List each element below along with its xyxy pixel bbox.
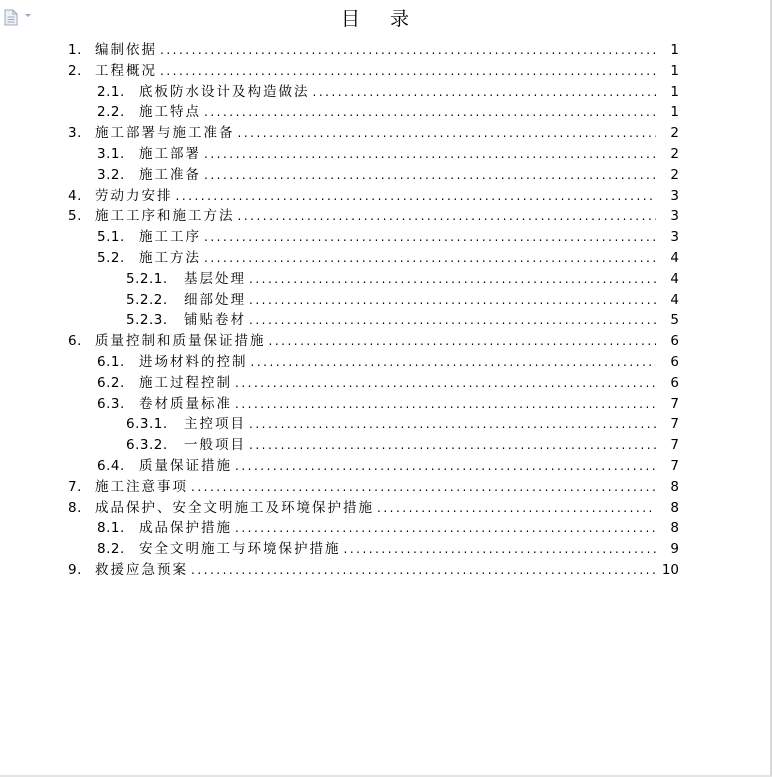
toc-entry-title: 基层处理: [184, 270, 246, 287]
toc-entry-page-number: 3: [670, 229, 679, 246]
toc-entry-title: 质量保证措施: [139, 457, 232, 474]
toc-dot-leader: [251, 352, 657, 373]
toc-entry-title: 卷材质量标准: [139, 395, 232, 412]
toc-entry-page-number: 7: [670, 416, 679, 433]
toc-dot-leader: [249, 290, 656, 311]
toc-entry[interactable]: [0, 61, 772, 82]
toc-entry-page-number: 7: [670, 437, 679, 454]
toc-entry-title: 施工特点: [139, 104, 201, 121]
toc-entry-page-number: 3: [670, 208, 679, 225]
toc-entry-title: 施工方法: [139, 249, 201, 266]
toc-entry-number: 2.: [68, 62, 82, 79]
toc-entry-page-number: 1: [670, 83, 679, 100]
toc-entry-page-number: 4: [670, 291, 679, 308]
toc-entry-number: 3.1.: [97, 145, 125, 162]
toc-entry-page-number: 9: [670, 541, 679, 558]
toc-entry-page-number: 6: [670, 333, 679, 350]
toc-dot-leader: [249, 414, 656, 435]
toc-entry-title: 质量控制和质量保证措施: [95, 333, 266, 350]
toc-entry-title: 施工过程控制: [139, 374, 232, 391]
toc-entry-title: 编制依据: [95, 42, 157, 58]
toc-dot-leader: [176, 186, 657, 207]
toc-entry[interactable]: [0, 82, 772, 103]
toc-entry-title: 一般项目: [184, 437, 246, 454]
toc-entry[interactable]: [0, 227, 772, 248]
toc-entry[interactable]: [0, 394, 772, 415]
toc-dot-leader: [191, 477, 656, 498]
toc-entry[interactable]: [0, 435, 772, 456]
toc-entry-page-number: 8: [670, 478, 679, 495]
toc-entry[interactable]: [0, 352, 772, 373]
toc-entry-number: 2.2.: [97, 104, 125, 121]
toc-entry-page-number: 7: [670, 457, 679, 474]
toc-entry-page-number: 3: [670, 187, 679, 204]
toc-entry-number: 5.2.2.: [126, 291, 168, 308]
toc-entry[interactable]: [0, 165, 772, 186]
toc-entry[interactable]: [0, 123, 772, 144]
toc-entry[interactable]: [0, 456, 772, 477]
toc-entry[interactable]: [0, 498, 772, 519]
toc-entry-page-number: 7: [670, 395, 679, 412]
toc-dot-leader: [249, 310, 656, 331]
toc-entry-title: 工程概况: [95, 62, 157, 79]
toc-entry-page-number: 6: [670, 374, 679, 391]
toc-entry-page-number: 1: [670, 62, 679, 79]
toc-entry-number: 6.3.1.: [126, 416, 168, 433]
toc-dot-leader: [269, 331, 657, 352]
toc-entry-page-number: 1: [670, 42, 679, 58]
toc-entry-number: 5.2.1.: [126, 270, 168, 287]
toc-entry-title: 劳动力安排: [95, 187, 173, 204]
toc-entry-number: 5.1.: [97, 229, 125, 246]
toc-dot-leader: [204, 165, 656, 186]
toc-entry[interactable]: [0, 331, 772, 352]
toc-entry[interactable]: [0, 290, 772, 311]
toc-entry-title: 施工注意事项: [95, 478, 188, 495]
toc-entry[interactable]: [0, 518, 772, 539]
toc-entry-number: 2.1.: [97, 83, 125, 100]
toc-dot-leader: [160, 40, 656, 61]
toc-entry-title: 施工准备: [139, 166, 201, 183]
toc-entry-title: 施工工序: [139, 229, 201, 246]
toc-entry[interactable]: [0, 269, 772, 290]
toc-entry-title: 细部处理: [184, 291, 246, 308]
toc-entry-number: 6.2.: [97, 374, 125, 391]
toc-entry-page-number: 4: [670, 249, 679, 266]
toc-entry-page-number: 1: [670, 104, 679, 121]
toc-entry-title: 安全文明施工与环境保护措施: [139, 541, 341, 558]
toc-dot-leader: [160, 61, 656, 82]
toc-entry-page-number: 8: [670, 499, 679, 516]
toc-entry-number: 6.3.2.: [126, 437, 168, 454]
toc-entry-number: 8.1.: [97, 520, 125, 537]
toc-entry-title: 成品保护措施: [139, 520, 232, 537]
toc-title: 目 录: [340, 8, 422, 30]
toc-entry-page-number: 2: [670, 166, 679, 183]
toc-dot-leader: [191, 560, 656, 581]
toc-dot-leader: [249, 269, 656, 290]
toc-entry[interactable]: [0, 40, 772, 61]
toc-entry[interactable]: [0, 414, 772, 435]
toc-dot-leader: [204, 227, 656, 248]
toc-entry-number: 7.: [68, 478, 82, 495]
toc-entry[interactable]: [0, 539, 772, 560]
toc-entry-title: 主控项目: [184, 416, 246, 433]
toc-entry[interactable]: [0, 373, 772, 394]
toc-entry-title: 进场材料的控制: [139, 353, 248, 370]
toc-dot-leader: [204, 248, 656, 269]
toc-entry-page-number: 5: [670, 312, 679, 329]
toc-dot-leader: [249, 435, 656, 456]
toc-dot-leader: [204, 102, 656, 123]
toc-entry-number: 1.: [68, 42, 82, 58]
toc-entry[interactable]: [0, 560, 772, 581]
toc-entry-number: 5.2.: [97, 249, 125, 266]
toc-entry[interactable]: [0, 206, 772, 227]
toc-dot-leader: [238, 206, 657, 227]
toc-entry[interactable]: [0, 248, 772, 269]
toc-entry-page-number: 4: [670, 270, 679, 287]
toc-entry-number: 5.2.3.: [126, 312, 168, 329]
toc-entry-title: 底板防水设计及构造做法: [139, 83, 310, 100]
toc-entry-page-number: 6: [670, 353, 679, 370]
toc-dot-leader: [235, 456, 656, 477]
toc-dot-leader: [235, 373, 656, 394]
toc-entry-number: 6.4.: [97, 457, 125, 474]
toc-entry-page-number: 8: [670, 520, 679, 537]
toc-entry-number: 4.: [68, 187, 82, 204]
toc-dot-leader: [344, 539, 657, 560]
toc-dot-leader: [204, 144, 656, 165]
toc-entry[interactable]: [0, 186, 772, 207]
toc-entry-title: 施工部署: [139, 145, 201, 162]
table-of-contents: [0, 40, 772, 581]
toc-entry-title: 救援应急预案: [95, 561, 188, 578]
toc-entry-title: 铺贴卷材: [184, 312, 246, 329]
toc-entry-number: 8.: [68, 499, 82, 516]
toc-entry-page-number: 10: [661, 561, 679, 578]
toc-entry-number: 3.: [68, 125, 82, 142]
toc-dot-leader: [235, 518, 656, 539]
toc-dot-leader: [377, 498, 656, 519]
toc-entry-page-number: 2: [670, 145, 679, 162]
toc-dot-leader: [313, 82, 657, 103]
toc-entry[interactable]: [0, 310, 772, 331]
toc-entry-number: 6.1.: [97, 353, 125, 370]
toc-dot-leader: [235, 394, 656, 415]
toc-entry-number: 6.3.: [97, 395, 125, 412]
toc-entry[interactable]: [0, 102, 772, 123]
toc-entry-title: 施工部署与施工准备: [95, 125, 235, 142]
toc-entry-number: 3.2.: [97, 166, 125, 183]
toc-entry[interactable]: [0, 477, 772, 498]
toc-entry-number: 8.2.: [97, 541, 125, 558]
toc-entry-number: 9.: [68, 561, 82, 578]
toc-dot-leader: [238, 123, 657, 144]
toc-entry-number: 5.: [68, 208, 82, 225]
toc-entry-title: 成品保护、安全文明施工及环境保护措施: [95, 499, 374, 516]
toc-entry-title: 施工工序和施工方法: [95, 208, 235, 225]
toc-entry[interactable]: [0, 144, 772, 165]
toc-entry-page-number: 2: [670, 125, 679, 142]
toc-entry-number: 6.: [68, 333, 82, 350]
